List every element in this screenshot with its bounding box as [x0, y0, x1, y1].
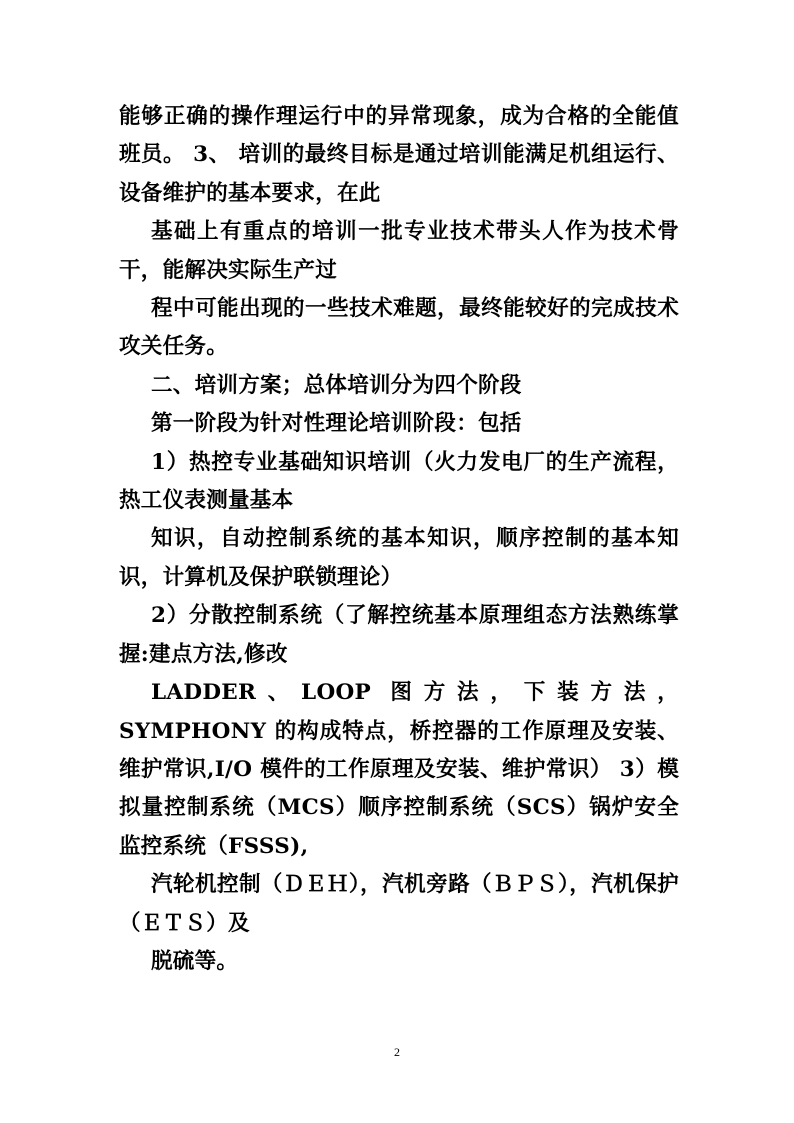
- paragraph-3: 程中可能出现的一些技术难题，最终能较好的完成技术攻关任务。: [119, 296, 679, 360]
- paragraph-6: 1）热控专业基础知识培训（火力发电厂的生产流程，热工仪表测量基本: [119, 449, 679, 514]
- paragraph-4: 二、培训方案；总体培训分为四个阶段: [151, 372, 522, 398]
- page-number: 2: [394, 1045, 400, 1059]
- paragraph-1: 能够正确的操作理运行中的异常现象，成为合格的全能值班员。 3、 培训的最终目标是通过培训能满足机组运行、设备维护的基本要求，在此: [119, 104, 679, 206]
- paragraph-9: LADDER、LOOP 图方法，下装方法，SYMPHONY 的构成特点，桥控器的工作原理及安装、维护常识,I/O 模件的工作原理及安装、维护常识） 3）模拟量控制系统（MCS）顺序控制系统（SCS）锅炉安全监控系统（FSSS),: [119, 680, 679, 859]
- paragraph-5: 第一阶段为针对性理论培训阶段：包括: [151, 411, 522, 437]
- page-content: [119, 98, 679, 981]
- paragraph-11: 脱硫等。: [151, 948, 239, 974]
- paragraph-7: 知识，自动控制系统的基本知识，顺序控制的基本知识，计算机及保护联锁理论）: [119, 526, 679, 590]
- paragraph-2: 基础上有重点的培训一批专业技术带头人作为技术骨干，能解决实际生产过: [119, 219, 679, 283]
- paragraph-8: 2）分散控制系统（了解控统基本原理组态方法熟练掌握:建点方法,修改: [119, 603, 679, 667]
- paragraph-10: 汽轮机控制（ＤＥＨ），汽机旁路（ＢＰＳ），汽机保护（ＥＴＳ）及: [119, 872, 679, 936]
